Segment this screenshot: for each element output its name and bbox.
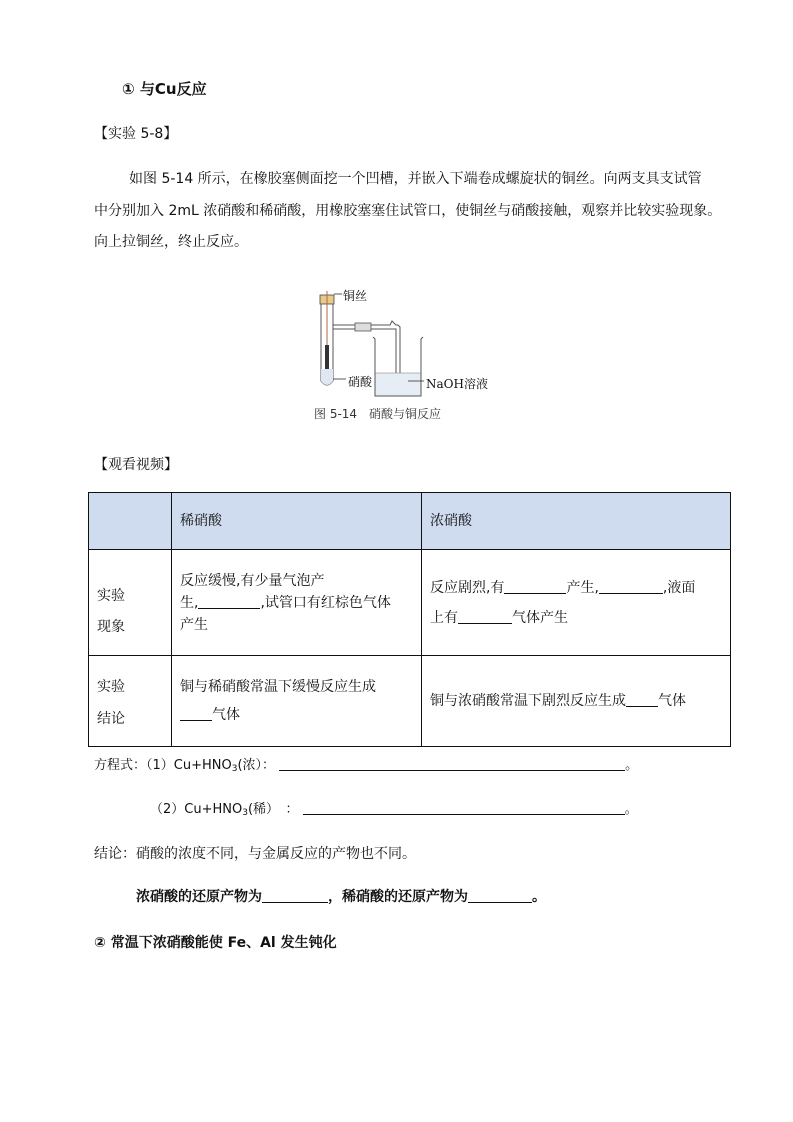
conclusion-text: 结论：硝酸的浓度不同，与金属反应的产物也不同。: [94, 846, 416, 862]
paragraph-line-1: 如图 5-14 所示，在橡胶塞侧面挖一个凹槽，并嵌入下端卷成螺旋状的铜丝。向两支具支试管: [129, 171, 702, 187]
paragraph-line-3: 向上拉铜丝，终止反应。: [94, 234, 248, 250]
column-dilute-nitric: 稀硝酸: [172, 493, 422, 550]
video-label: 【观看视频】: [94, 457, 178, 473]
table-corner-cell: [89, 493, 172, 550]
answer-blank[interactable]: [468, 889, 532, 903]
equation-1-blank[interactable]: [279, 757, 625, 771]
row-header-conclusion: 实验 结论: [89, 656, 172, 747]
conc-conclusion-cell: 铜与浓硝酸常温下剧烈反应生成 气体: [422, 656, 731, 747]
column-conc-nitric: 浓硝酸: [422, 493, 731, 550]
table-header-row: [89, 493, 731, 550]
paragraph-line-2: 中分别加入 2mL 浓硝酸和稀硝酸，用橡胶塞塞住试管口，使铜丝与硝酸接触，观察并比较实验现象。: [94, 203, 722, 219]
dilute-phenomena-cell: 反应缓慢,有少量气泡产 生, ,试管口有红棕色气体 产生: [172, 550, 422, 656]
answer-blank[interactable]: [458, 610, 512, 624]
dilute-conclusion-cell: 铜与稀硝酸常温下缓慢反应生成 气体: [172, 656, 422, 747]
equation-2-blank[interactable]: [303, 801, 625, 815]
observation-table: [88, 492, 731, 747]
figure-caption: 图 5-14 硝酸与铜反应: [314, 407, 442, 421]
answer-blank[interactable]: [599, 580, 663, 594]
row-header-phenomena: 实验 现象: [89, 550, 172, 656]
answer-blank[interactable]: [180, 707, 212, 721]
answer-blank[interactable]: [504, 580, 566, 594]
answer-blank[interactable]: [198, 595, 260, 609]
table-row-phenomena: [89, 550, 731, 656]
apparatus-figure: [300, 283, 500, 433]
reduction-products-line: 浓硝酸的还原产物为 ，稀硝酸的还原产物为 。: [136, 889, 546, 905]
answer-blank[interactable]: [262, 889, 328, 903]
section-heading-cu: ① 与Cu反应: [122, 80, 207, 98]
label-nitric-acid: 硝酸: [348, 375, 373, 389]
label-naoh-solution: NaOH溶液: [426, 377, 488, 391]
table-row-conclusion: [89, 656, 731, 747]
equation-1: 方程式：$(1)Cu+HNO_3$(浓）： 。: [94, 758, 639, 774]
equation-2: $(2)Cu+HNO_3$(稀） ： 。: [150, 802, 638, 818]
label-copper-wire: 铜丝: [343, 289, 368, 303]
experiment-label: 【实验 5-8】: [94, 126, 178, 142]
answer-blank[interactable]: [626, 693, 658, 707]
conc-phenomena-cell: 反应剧烈,有 产生, ,液面 上有 气体产生: [422, 550, 731, 656]
section-heading-passivation: ② 常温下浓硝酸能使 Fe、Al 发生钝化: [94, 935, 337, 951]
